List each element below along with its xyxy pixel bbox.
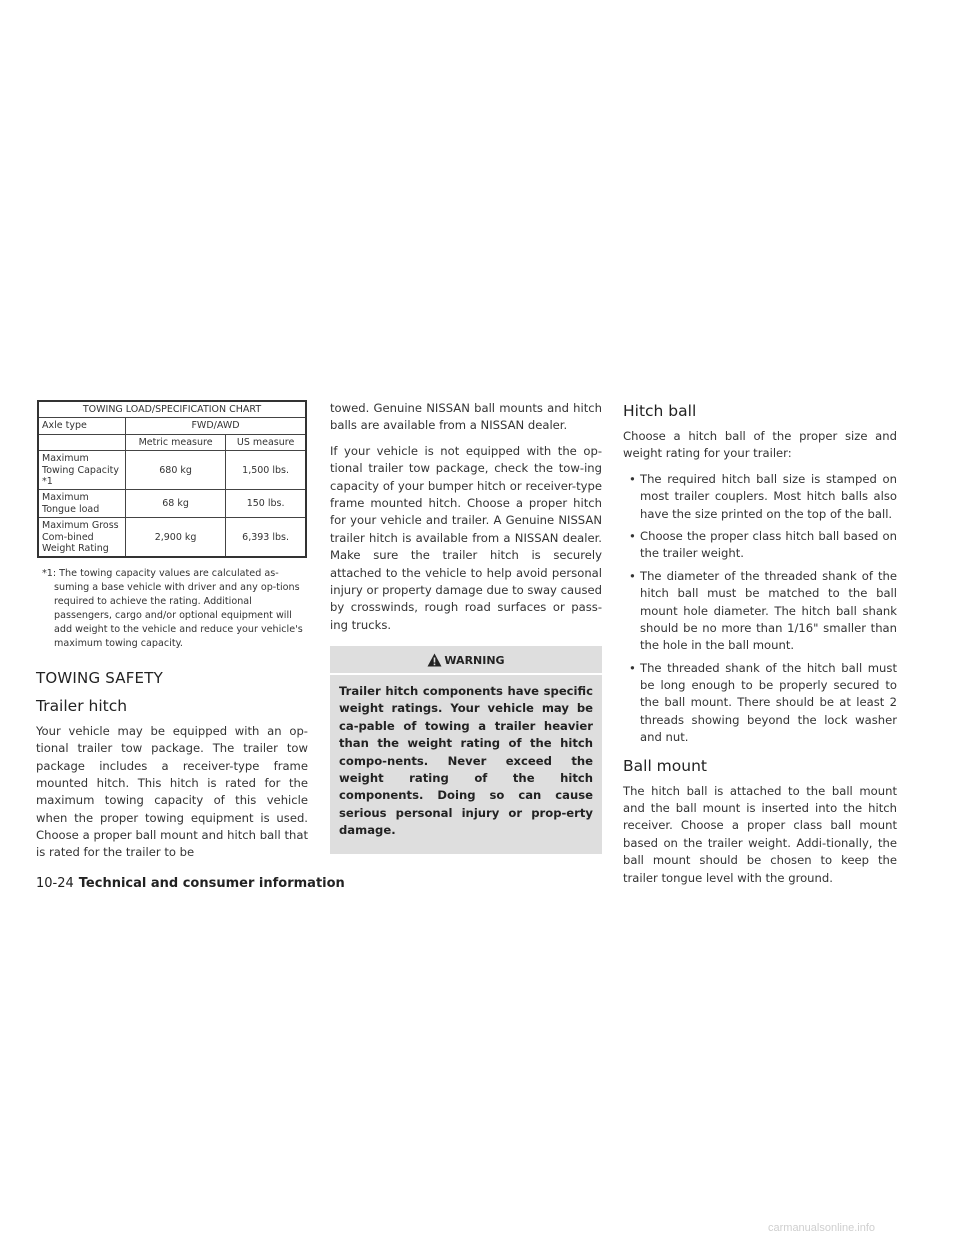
subsection-heading: Hitch ball [623,402,697,420]
row-label: Maximum Tongue load [38,490,126,518]
subsection-heading: Ball mount [623,756,707,775]
towing-spec-table [37,400,307,558]
axle-type-label: Axle type [38,418,126,434]
warning-label: WARNING [444,654,505,668]
metric-value: 2,900 kg [126,518,226,558]
bullet-list [623,471,897,747]
list-item: • The required hitch ball size is stamped on most trailer couplers. Most hitch balls also have the size printed on the top of the ball. [623,471,897,523]
table-header-row [38,434,306,450]
warning-text: Trailer hitch components have specific weight ratings. Your vehicle may be ca-pable of towing a trailer heavier than the weight rating of the hitch compo-nents. Never exceed the weight rating of the hitch components. Doing so can cause serious personal injury or prop-erty damage. [339,684,593,838]
warning-box [330,646,602,854]
column-3 [623,402,897,895]
empty-header-cell [38,434,126,450]
list-item: • Choose the proper class hitch ball based on the trailer weight. [623,528,897,563]
paragraph: Your vehicle may be equipped with an op-tional trailer tow package. The trailer tow package includes a receiver-type frame mounted hitch. This hitch is rated for the maximum towing capacity of this vehicle when the proper towing equipment is used. Choose a proper ball mount and hitch ball that is rated for the trailer to be [36,723,308,860]
us-value: 150 lbs. [226,490,306,518]
us-header: US measure [226,434,306,450]
metric-value: 680 kg [126,451,226,490]
watermark: carmanualsonline.info [768,1222,876,1234]
row-label: Maximum Gross Com-bined Weight Rating [38,518,126,558]
axle-type-value: FWD/AWD [126,418,307,434]
table-row [38,490,306,518]
table-footnote: *1: The towing capacity values are calculated as-suming a base vehicle with driver and any op-tions required to achieve the rating. Additional passengers, cargo and/or optional equipment will add weight to the vehicle and reduce your vehicle's maximum towing capacity. [42,568,303,649]
section-heading: TOWING SAFETY [36,668,163,687]
column-2 [330,400,602,854]
us-value: 1,500 lbs. [226,451,306,490]
table-row [38,418,306,434]
page-number: 10-24 [36,876,74,891]
list-item: • The diameter of the threaded shank of the hitch ball must be matched to the ball mount hole diameter. The hitch ball shank should be no more than 1/16" smaller than the hole in the ball mount. [623,568,897,655]
column-1 [36,400,308,870]
page-footer [36,876,345,891]
table-row [38,451,306,490]
paragraph: Choose a hitch ball of the proper size and weight rating for your trailer: [623,429,897,461]
row-label: Maximum Towing Capacity *1 [38,451,126,490]
table-title-row [38,401,306,418]
table-title: TOWING LOAD/SPECIFICATION CHART [38,401,306,418]
chapter-title: Technical and consumer information [78,876,345,891]
paragraph: towed. Genuine NISSAN ball mounts and hitch balls are available from a NISSAN dealer. [330,401,602,433]
warning-icon [427,653,442,667]
us-value: 6,393 lbs. [226,518,306,558]
list-item: • The threaded shank of the hitch ball must be long enough to be properly secured to the ball mount. There should be at least 2 threads showing beyond the lock washer and nut. [623,660,897,747]
paragraph: If your vehicle is not equipped with the op-tional trailer tow package, check the tow-ing capacity of your bumper hitch or receiver-type frame mounted hitch. Choose a proper hitch for your vehicle and trailer. A Genuine NISSAN trailer hitch is available from a NISSAN dealer. Make sure the trailer hitch is securely attached to the vehicle to help avoid personal injury or property damage due to sway caused by crosswinds, rough road surfaces or pass-ing trucks. [330,443,602,632]
table-row [38,518,306,558]
paragraph: The hitch ball is attached to the ball mount and the ball mount is inserted into the hitch receiver. Choose a proper class ball mount based on the trailer weight. Addi-tionally, the ball mount should be chosen to keep the trailer tongue level with the ground. [623,783,897,885]
metric-value: 68 kg [126,490,226,518]
subsection-heading: Trailer hitch [36,696,128,715]
warning-header [330,646,602,675]
metric-header: Metric measure [126,434,226,450]
